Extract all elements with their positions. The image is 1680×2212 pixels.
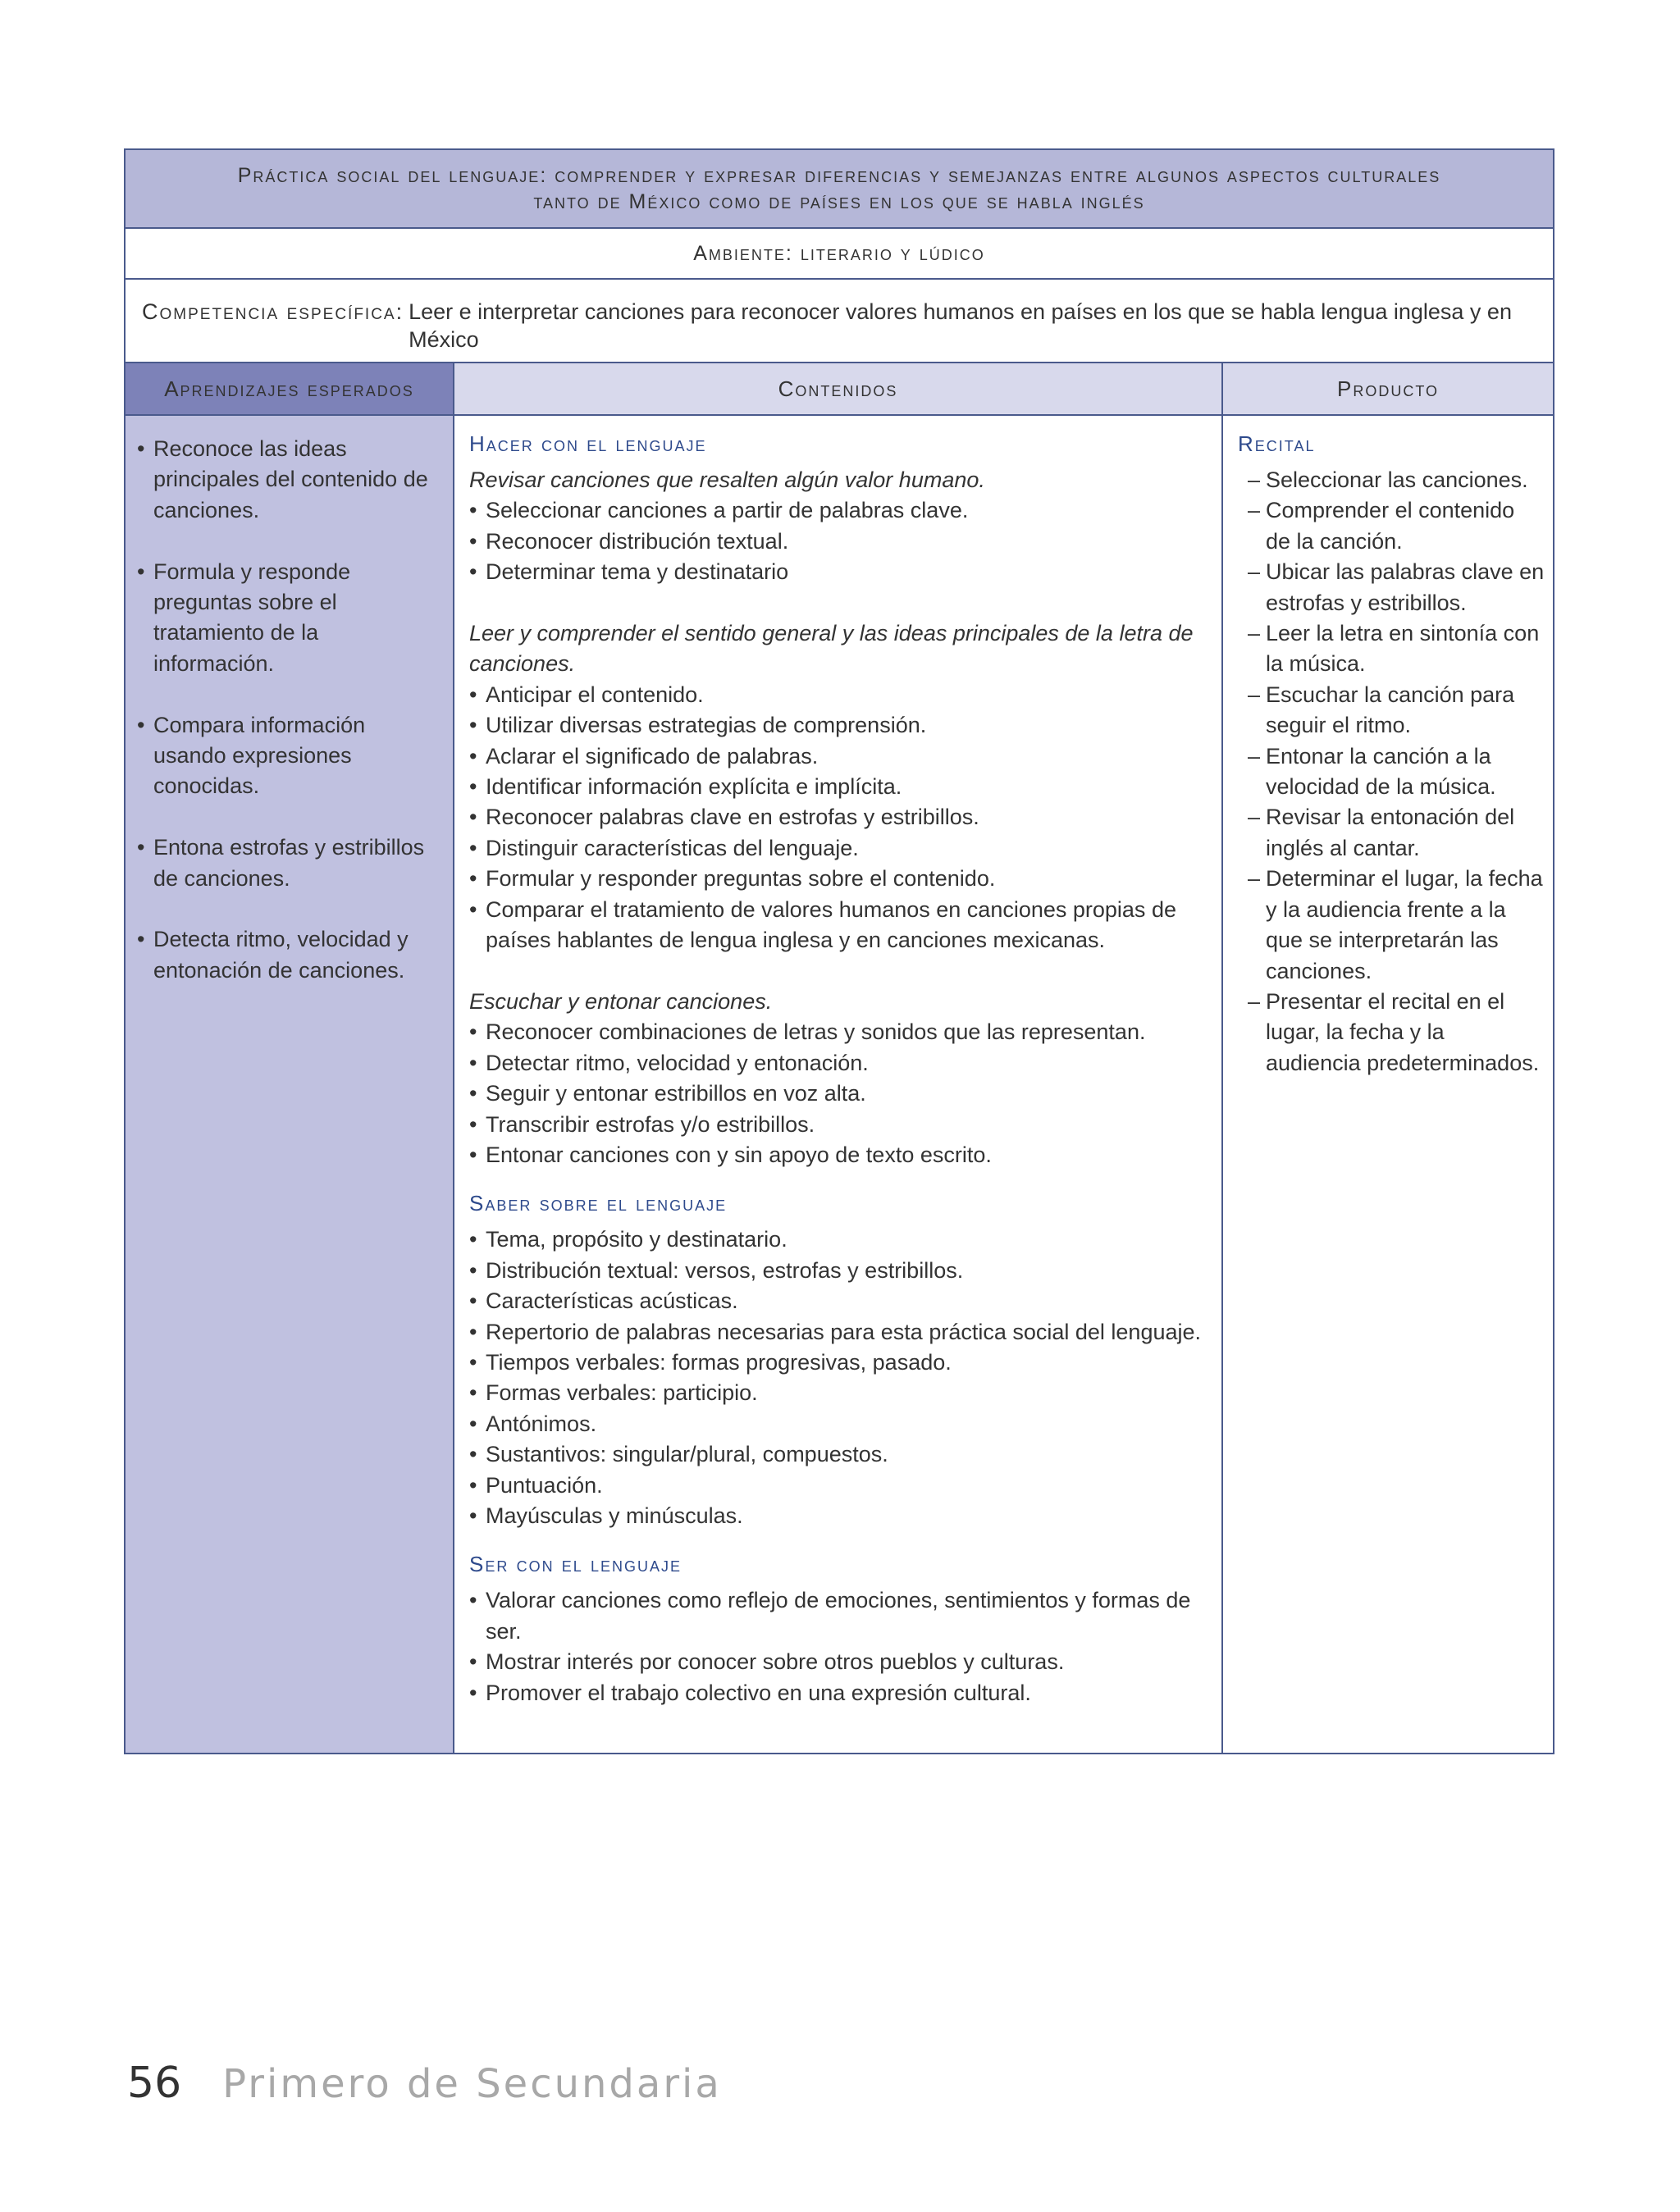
practice-line-2: tanto de México como de países en los que se habla inglés — [533, 190, 1145, 213]
product-item: – Comprender el contenido de la canción. — [1238, 495, 1545, 557]
list-item: • Entonar canciones con y sin apoyo de texto escrito. — [469, 1140, 1205, 1170]
list-item: • Transcribir estrofas y/o estribillos. — [469, 1110, 1205, 1140]
product-item: – Revisar la entonación del inglés al cantar. — [1238, 802, 1545, 864]
list-item: • Distribución textual: versos, estrofas y estribillos. — [469, 1256, 1205, 1286]
list-item: • Promover el trabajo colectivo en una expresión cultural. — [469, 1678, 1205, 1708]
list-item: • Formas verbales: participio. — [469, 1378, 1205, 1408]
product-column — [1223, 416, 1553, 1753]
competence-label: Competencia específica: — [142, 299, 404, 324]
section-title-ser: Ser con el lenguaje — [469, 1552, 682, 1577]
list-item: • Utilizar diversas estrategias de comprensión. — [469, 710, 1205, 741]
page-footer — [127, 2059, 722, 2116]
expected-item: • Reconoce las ideas principales del contenido de canciones. — [137, 434, 441, 526]
group-list — [469, 680, 1205, 956]
list-item: • Sustantivos: singular/plural, compuestos. — [469, 1439, 1205, 1470]
product-item: – Entonar la canción a la velocidad de la música. — [1238, 741, 1545, 803]
footer-label: Primero de Secundaria — [222, 2061, 722, 2107]
list-item: • Distinguir características del lenguaje. — [469, 833, 1205, 864]
column-headers — [126, 363, 1553, 416]
list-item: • Tema, propósito y destinatario. — [469, 1225, 1205, 1255]
section-ser — [469, 1549, 1205, 1708]
product-item: – Escuchar la canción para seguir el ritmo. — [1238, 680, 1545, 741]
table-body — [126, 416, 1553, 1753]
list-item: • Valorar canciones como reflejo de emociones, sentimientos y formas de ser. — [469, 1585, 1205, 1647]
list-item: • Características acústicas. — [469, 1286, 1205, 1316]
ambient-row — [126, 229, 1553, 280]
list-item: • Reconocer combinaciones de letras y sonidos que las representan. — [469, 1017, 1205, 1047]
list-item: • Tiempos verbales: formas progresivas, pasado. — [469, 1348, 1205, 1378]
competence-row — [126, 280, 1553, 363]
curriculum-table — [124, 148, 1554, 1754]
group-intro: Revisar canciones que resalten algún valor humano. — [469, 467, 985, 492]
list-item: • Aclarar el significado de palabras. — [469, 741, 1205, 772]
list-item: • Determinar tema y destinatario — [469, 557, 1205, 587]
group-list — [469, 495, 1205, 587]
contents-column — [454, 416, 1223, 1753]
list-item: • Comparar el tratamiento de valores humanos en canciones propias de países hablantes de lengua inglesa y en canciones mexicanas. — [469, 895, 1205, 956]
product-item: – Leer la letra en sintonía con la música. — [1238, 618, 1545, 680]
product-title: Recital — [1238, 431, 1316, 456]
section-title-saber: Saber sobre el lenguaje — [469, 1191, 728, 1216]
header-contents: Contenidos — [454, 363, 1223, 414]
product-item: – Ubicar las palabras clave en estrofas y estribillos. — [1238, 557, 1545, 618]
practice-header — [126, 150, 1553, 229]
section-title-hacer: Hacer con el lenguaje — [469, 431, 707, 456]
group-intro: Leer y comprender el sentido general y las ideas principales de la letra de canciones. — [469, 621, 1194, 677]
list-item: • Seleccionar canciones a partir de palabras clave. — [469, 495, 1205, 526]
list-item: • Puntuación. — [469, 1471, 1205, 1501]
expected-item: • Entona estrofas y estribillos de canciones. — [137, 832, 441, 894]
product-item: – Determinar el lugar, la fecha y la audiencia frente a la que se interpretarán las canciones. — [1238, 864, 1545, 987]
header-product: Producto — [1223, 363, 1553, 414]
group-list — [469, 1017, 1205, 1170]
list-item: • Anticipar el contenido. — [469, 680, 1205, 710]
list-item: • Reconocer palabras clave en estrofas y estribillos. — [469, 802, 1205, 832]
list-item: • Identificar información explícita e implícita. — [469, 772, 1205, 802]
practice-line-1: Práctica social del lenguaje: comprender y expresar diferencias y semejanzas entre algunos aspectos culturales — [237, 164, 1441, 187]
list-item: • Reconocer distribución textual. — [469, 527, 1205, 557]
expected-list — [137, 434, 441, 986]
content-group — [469, 618, 1205, 955]
list-item: • Mostrar interés por conocer sobre otros pueblos y culturas. — [469, 1647, 1205, 1677]
ambient-label: Ambiente: literario y lúdico — [693, 241, 985, 265]
list-item: • Mayúsculas y minúsculas. — [469, 1501, 1205, 1531]
list-item: • Seguir y entonar estribillos en voz alta. — [469, 1079, 1205, 1109]
expected-column — [126, 416, 454, 1753]
page-number: 56 — [127, 2059, 182, 2108]
competence-text: Leer e interpretar canciones para reconocer valores humanos en países en los que se habla lengua inglesa y en México — [409, 299, 1512, 352]
product-item: – Seleccionar las canciones. — [1238, 465, 1545, 495]
section-hacer — [469, 429, 1205, 1170]
saber-list — [469, 1225, 1205, 1531]
content-group — [469, 987, 1205, 1170]
expected-item: • Compara información usando expresiones conocidas. — [137, 710, 441, 802]
header-expected: Aprendizajes esperados — [126, 363, 454, 414]
content-group — [469, 465, 1205, 588]
section-saber — [469, 1188, 1205, 1531]
list-item: • Antónimos. — [469, 1409, 1205, 1439]
list-item: • Formular y responder preguntas sobre el contenido. — [469, 864, 1205, 894]
list-item: • Detectar ritmo, velocidad y entonación. — [469, 1048, 1205, 1079]
ser-list — [469, 1585, 1205, 1708]
expected-item: • Formula y responde preguntas sobre el tratamiento de la información. — [137, 557, 441, 680]
product-item: – Presentar el recital en el lugar, la fecha y la audiencia predeterminados. — [1238, 987, 1545, 1079]
product-list — [1238, 465, 1545, 1079]
expected-item: • Detecta ritmo, velocidad y entonación de canciones. — [137, 924, 441, 986]
group-intro: Escuchar y entonar canciones. — [469, 988, 773, 1014]
list-item: • Repertorio de palabras necesarias para esta práctica social del lenguaje. — [469, 1317, 1205, 1348]
